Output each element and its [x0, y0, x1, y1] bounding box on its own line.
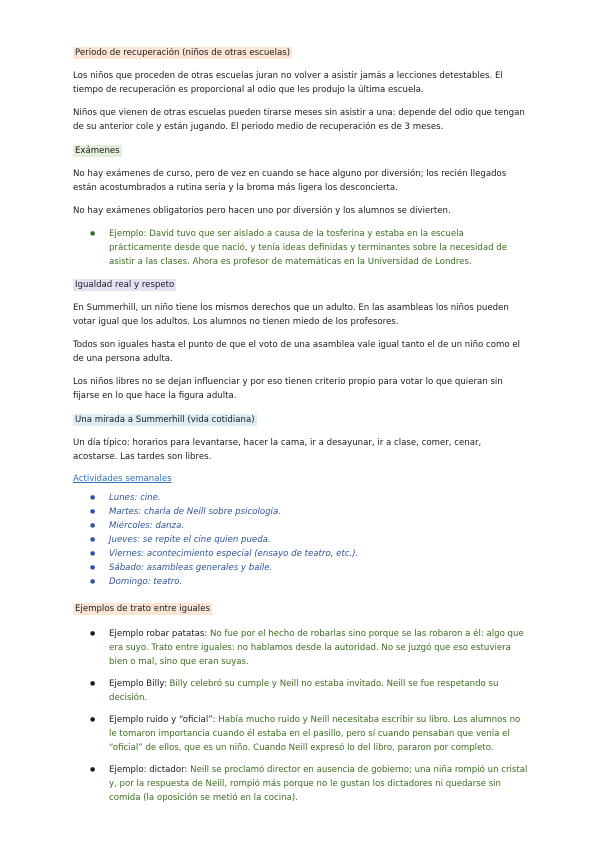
- examenes-paragraph-2: No hay exámenes obligatorios pero hacen uno por diversión y los alumnos se divierten.: [73, 206, 451, 216]
- igualdad-paragraph-1: En Summerhill, un niño tiene los mismos derechos que un adulto. En las asambleas los niños pueden votar igual que los adultos. Los alumnos no tienen miedo de los profesores.: [73, 303, 509, 327]
- examenes-example: ● Ejemplo: David tuvo que ser aislado a causa de la tosferina y estaba en la escuela prácticamente desde que nació, y tenía ideas definidas y terminantes sobre la necesidad de asistir a las clases. Ahora es profesor de matemáticas en la Universidad de Londres.: [73, 227, 528, 269]
- example-text: Billy celebró su cumple y Neill no estaba invitado. Neill se fue respetando su decisión.: [109, 679, 499, 703]
- example-text: Había mucho ruido y Neill necesitaba escribir su libro. Los alumnos no le tomaron importancia cuando él estaba en el pasillo, pero sí cuando pensaban que venía el “oficial” de ellos, que es un niño. Cuando Neill expresó lo del libro, pararon por completo.: [109, 715, 521, 753]
- list-item: ● Viernes: acontecimiento especial (ensayo de teatro, etc.).: [73, 547, 528, 561]
- list-item: [73, 627, 528, 669]
- trato-example-list: [73, 627, 528, 805]
- list-item: [73, 677, 528, 705]
- recuperacion-paragraph-1: Los niños que proceden de otras escuelas juran no volver a asistir jamás a lecciones detestables. El tiempo de recuperación es proporcional al odio que les produjo la última escuela.: [73, 71, 503, 95]
- list-item: [73, 713, 528, 755]
- mirada-paragraph-1: Un día típico: horarios para levantarse, hacer la cama, ir a desayunar, ir a clase, comer, cenar, acostarse. Las tardes son libres.: [73, 438, 482, 462]
- document-page: [73, 47, 528, 815]
- heading-examenes: Exámenes: [75, 146, 120, 156]
- examenes-paragraph-1: No hay exámenes de curso, pero de vez en cuando se hace alguno por diversión; los recién llegados están acostumbrados a rutina seria y la broma más ligera los desconcierta.: [73, 169, 507, 193]
- list-item: ● Lunes: cine.: [73, 491, 528, 505]
- example-label: Ejemplo: dictador:: [109, 765, 188, 775]
- list-item: ● Jueves: se repite el cine quien pueda.: [73, 533, 528, 547]
- list-item: ● Miércoles: danza.: [73, 519, 528, 533]
- examenes-example-list: [73, 227, 528, 269]
- list-item: ● Domingo: teatro.: [73, 575, 528, 589]
- list-item: ● Sábado: asambleas generales y baile.: [73, 561, 528, 575]
- list-item: [73, 763, 528, 805]
- heading-mirada: Una mirada a Summerhill (vida cotidiana): [75, 415, 255, 425]
- example-text: Neill se proclamó director en ausencia de gobierno; una niña rompió un cristal y, por la respuesta de Neill, rompió más porque no le gustan los dictadores ni quedarse sin comida (la oposición se metió en la cocina).: [109, 765, 528, 803]
- example-label: Ejemplo ruido y “oficial”:: [109, 715, 216, 725]
- example-label: Ejemplo Billy:: [109, 679, 167, 689]
- igualdad-paragraph-2: Todos son iguales hasta el punto de que el voto de una asamblea vale igual tanto el de un niño como el de una persona adulta.: [73, 340, 521, 364]
- recuperacion-paragraph-2: Niños que vienen de otras escuelas pueden tirarse meses sin asistir a una: depende del odio que tengan de su anterior cole y están jugando. El periodo medio de recuperación es de 3 meses.: [73, 108, 525, 132]
- example-label: Ejemplo robar patatas:: [109, 629, 208, 639]
- heading-trato: Ejemplos de trato entre iguales: [75, 604, 210, 614]
- igualdad-paragraph-3: Los niños libres no se dejan influenciar y por eso tienen criterio propio para votar lo que quieran sin fijarse en lo que hace la figura adulta.: [73, 377, 503, 401]
- activities-subheading: Actividades semanales: [73, 474, 172, 484]
- heading-recuperacion: Periodo de recuperación (niños de otras escuelas): [75, 48, 291, 58]
- activities-list: [73, 491, 528, 589]
- list-item: ● Martes: charla de Neill sobre psicología.: [73, 505, 528, 519]
- heading-igualdad: Igualdad real y respeto: [75, 280, 175, 290]
- example-text: No fue por el hecho de robarlas sino porque se las robaron a él: algo que era suyo. Trato entre iguales: no hablamos desde la autoridad. No se juzgó que eso estuviera bien o mal, sino que eran suyas.: [109, 629, 524, 667]
